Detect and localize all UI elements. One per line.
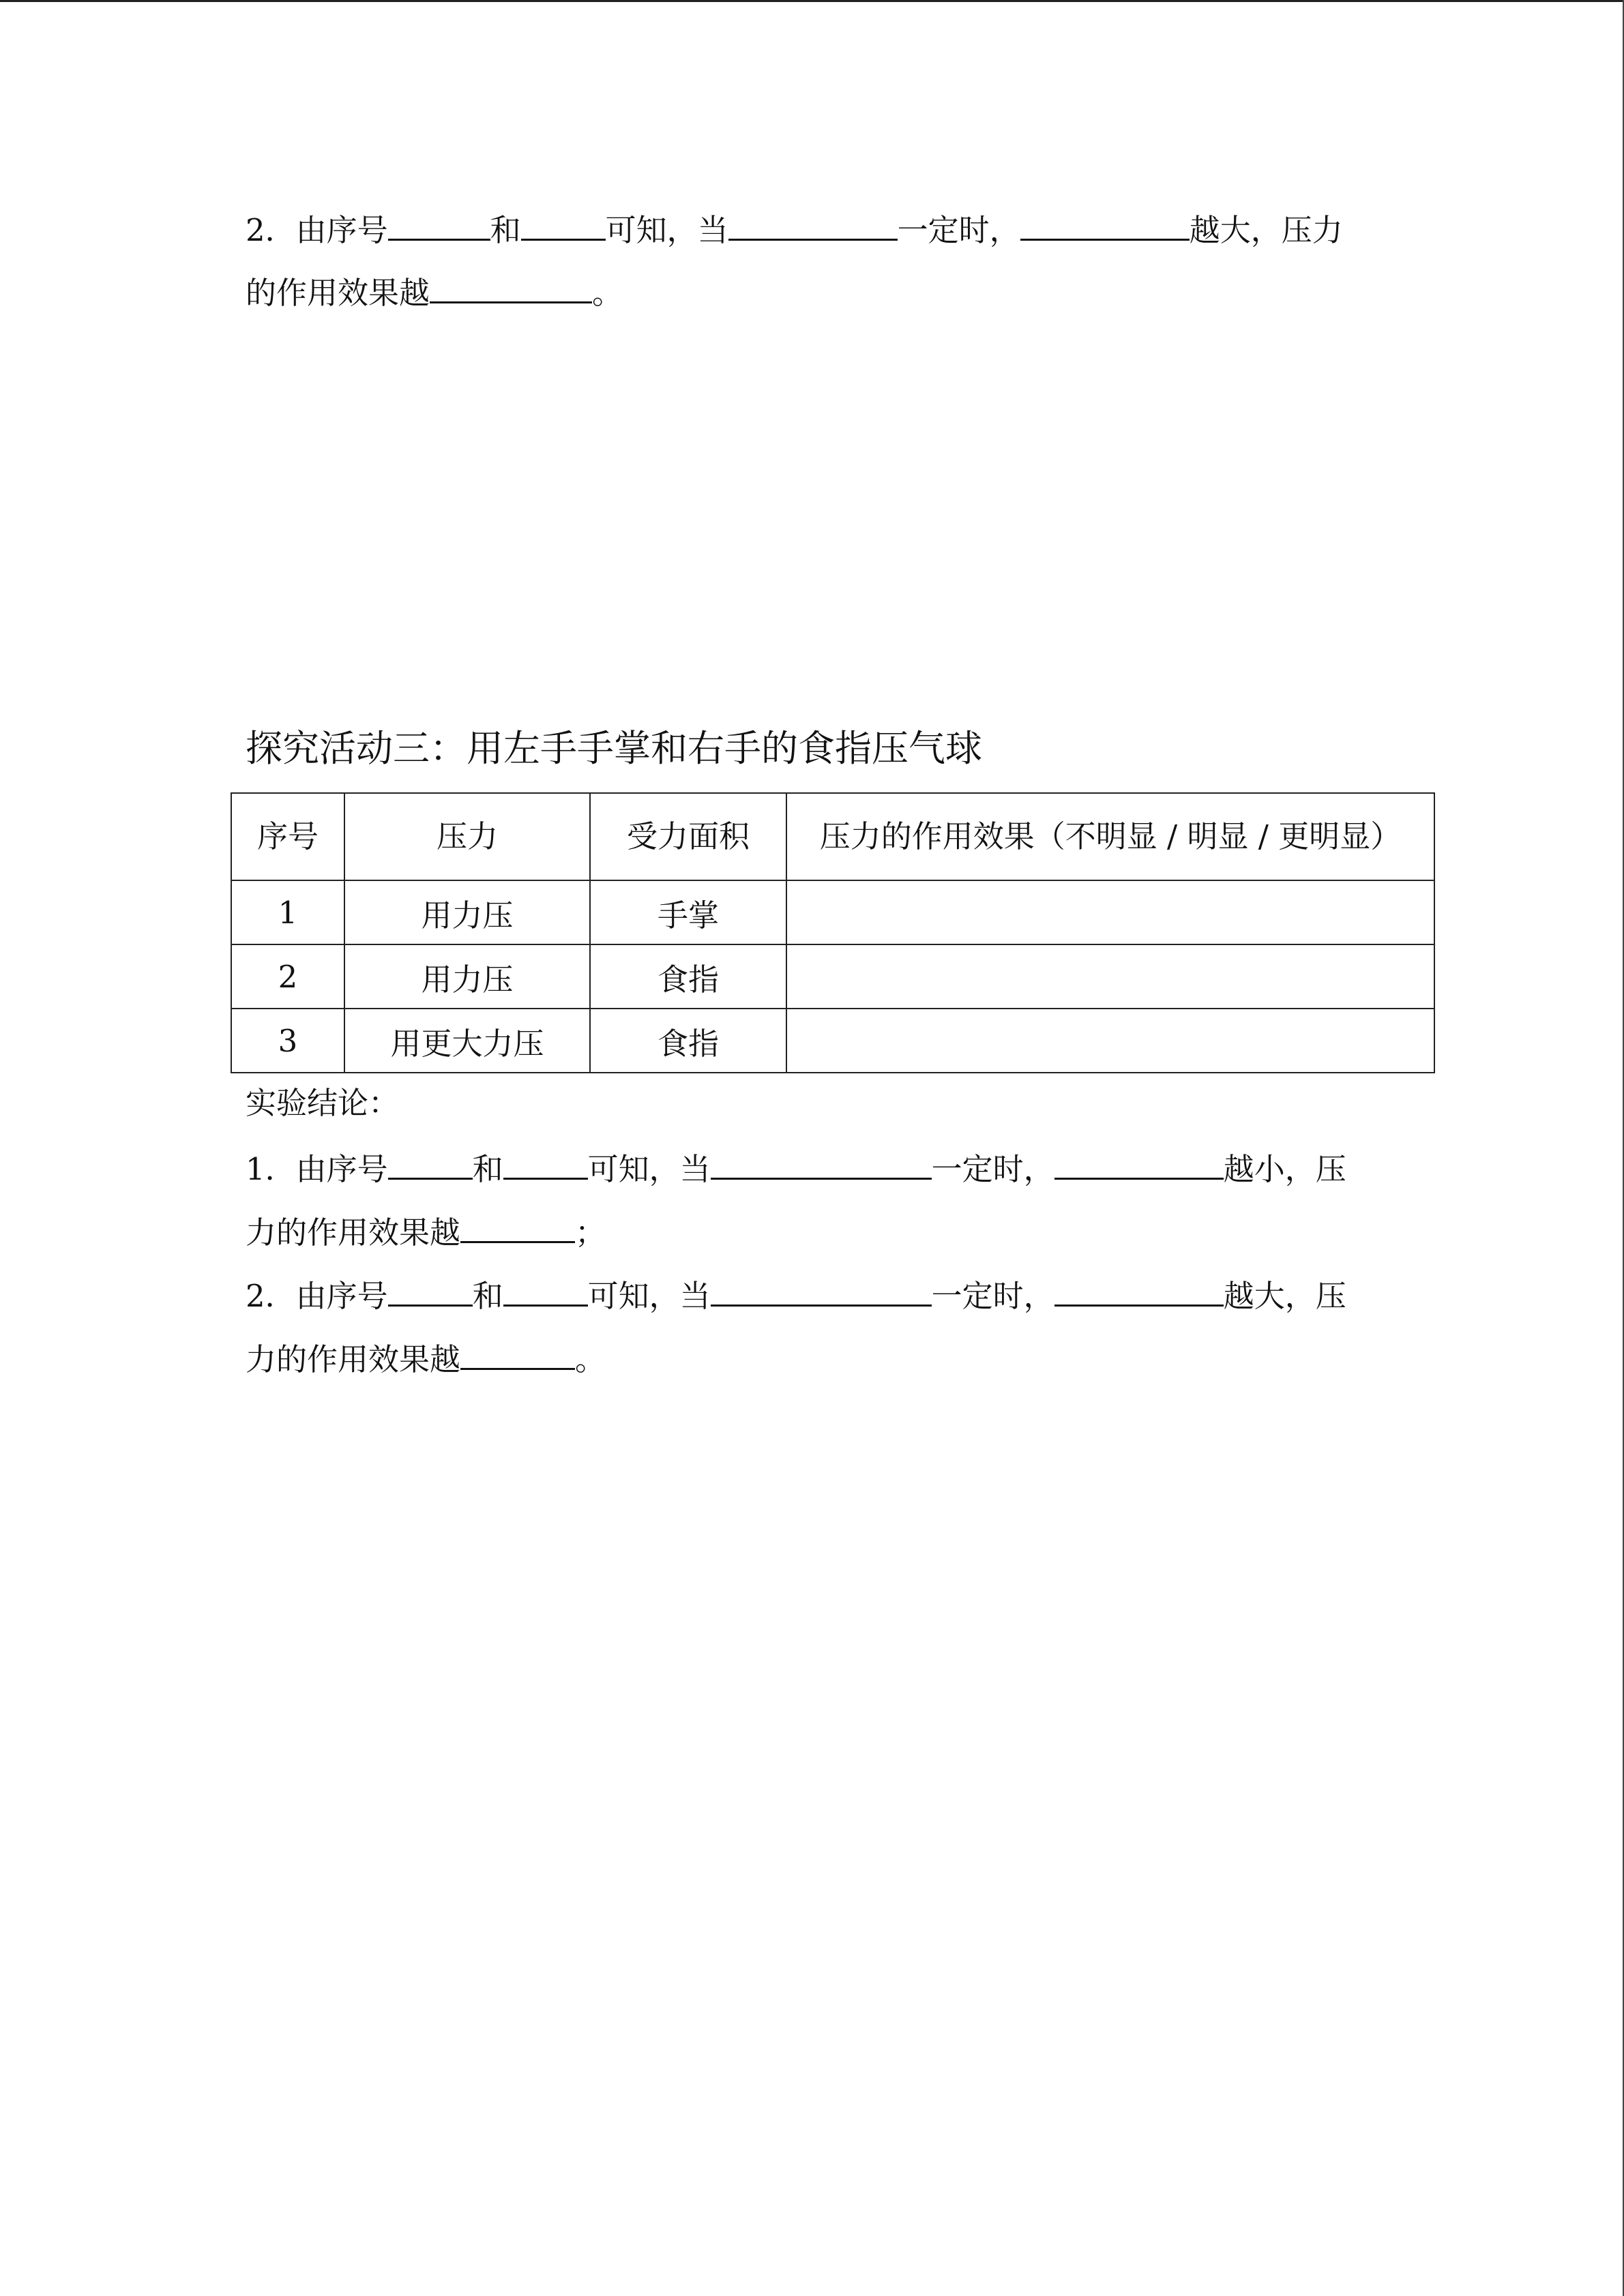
answer-blank[interactable] <box>430 271 592 303</box>
top-question-line-1: 2．由序号 和 可知，当 一定时， 越大，压力 <box>246 209 1343 251</box>
answer-blank[interactable] <box>460 1211 575 1243</box>
cell-index: 1 <box>231 880 344 944</box>
answer-blank[interactable] <box>728 209 898 241</box>
conclusion-2-line-1: 2．由序号 和 可知，当 一定时， 越大，压 <box>246 1274 1346 1317</box>
cell-pressure: 用更大力压 <box>344 1009 590 1073</box>
table-header-row <box>231 793 1434 880</box>
table-row <box>231 944 1434 1009</box>
answer-blank[interactable] <box>388 1274 473 1307</box>
conclusion-2-line-2: 力的作用效果越 。 <box>246 1338 606 1380</box>
answer-blank[interactable] <box>711 1274 932 1307</box>
cell-area: 食指 <box>590 1009 786 1073</box>
cell-area: 手掌 <box>590 880 786 944</box>
header-index: 序号 <box>231 793 344 880</box>
answer-blank[interactable] <box>1020 209 1190 241</box>
answer-blank[interactable] <box>388 209 490 241</box>
cell-effect-answer[interactable] <box>786 944 1434 1009</box>
answer-blank[interactable] <box>460 1338 575 1370</box>
experiment-table <box>231 792 1435 1073</box>
conclusion-label: 实验结论： <box>246 1085 400 1121</box>
cell-index: 3 <box>231 1009 344 1073</box>
top-question-line-2: 的作用效果越 。 <box>246 271 623 314</box>
header-pressure: 压力 <box>344 793 590 880</box>
table-row <box>231 1009 1434 1073</box>
cell-effect-answer[interactable] <box>786 880 1434 944</box>
answer-blank[interactable] <box>711 1148 932 1180</box>
answer-blank[interactable] <box>521 209 606 241</box>
page-top-border <box>0 0 1624 2</box>
cell-effect-answer[interactable] <box>786 1009 1434 1073</box>
conclusion-1-line-1: 1．由序号 和 可知，当 一定时， 越小，压 <box>246 1148 1346 1190</box>
answer-blank[interactable] <box>388 1148 473 1180</box>
table-row <box>231 880 1434 944</box>
cell-pressure: 用力压 <box>344 944 590 1009</box>
header-effect: 压力的作用效果（不明显 / 明显 / 更明显） <box>786 793 1434 880</box>
answer-blank[interactable] <box>1054 1148 1224 1180</box>
activity-3-heading: 探究活动三：用左手手掌和右手的食指压气球 <box>246 727 982 770</box>
cell-index: 2 <box>231 944 344 1009</box>
header-area: 受力面积 <box>590 793 786 880</box>
conclusion-1-line-2: 力的作用效果越 ； <box>246 1211 606 1253</box>
cell-pressure: 用力压 <box>344 880 590 944</box>
cell-area: 食指 <box>590 944 786 1009</box>
answer-blank[interactable] <box>503 1274 588 1307</box>
answer-blank[interactable] <box>1054 1274 1224 1307</box>
answer-blank[interactable] <box>503 1148 588 1180</box>
